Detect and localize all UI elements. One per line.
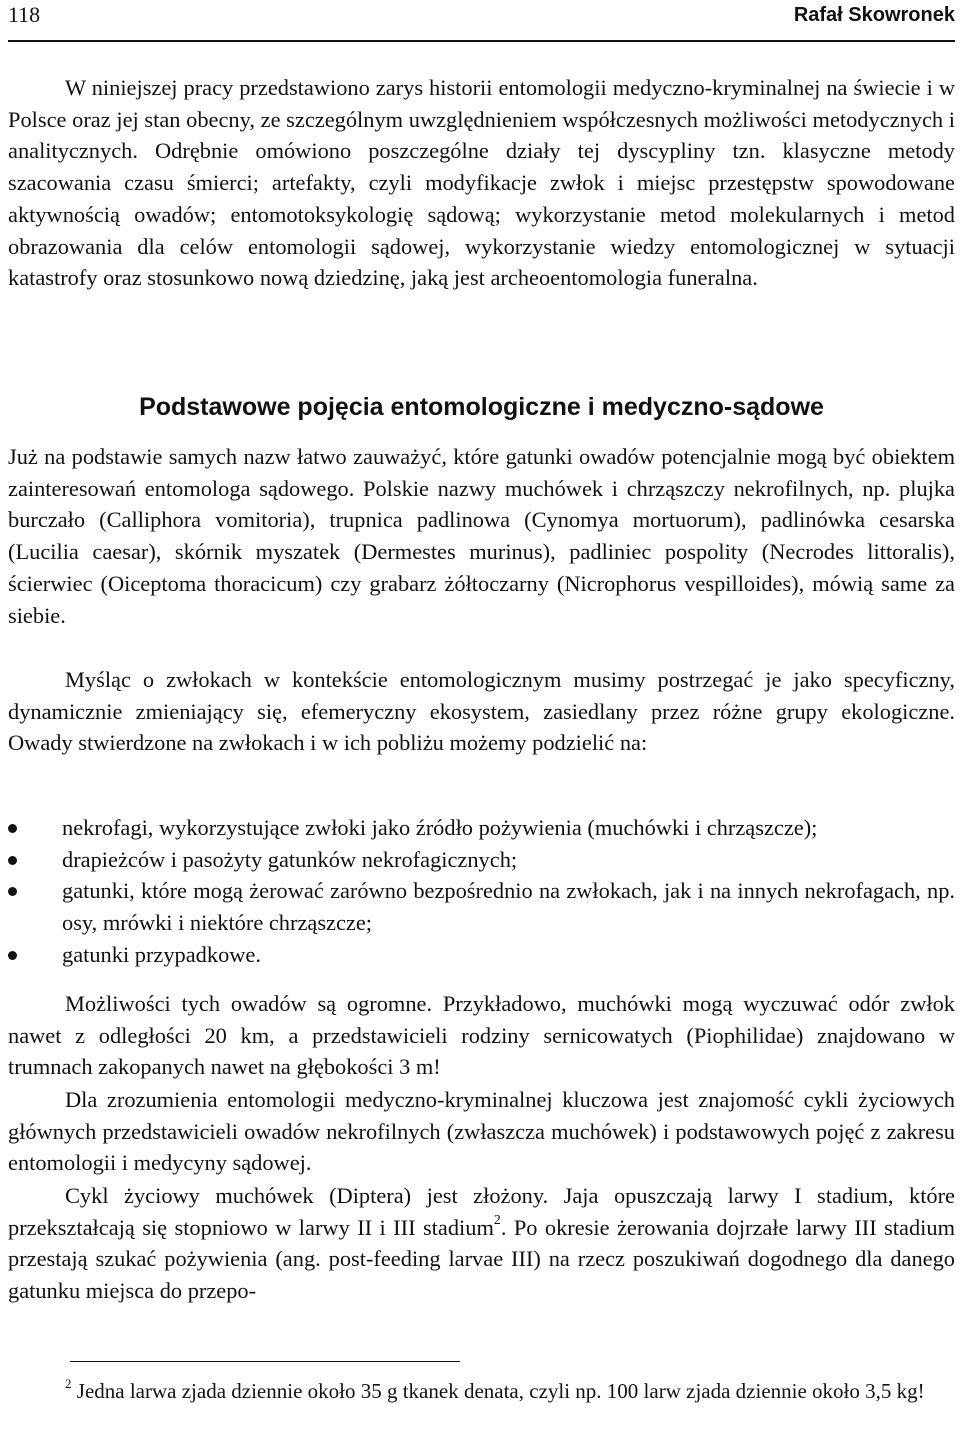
list-item — [8, 844, 955, 876]
list-item-text: nekrofagi, wykorzystujące zwłoki jako źródło pożywienia (muchówki i chrząszcze); — [62, 815, 818, 840]
lifecycle-text-before: Cykl życiowy muchówek (Diptera) jest złożony. Jaja opuszczają larwy I stadium, które przekształcają się stopniowo w larwy II i III stadium — [8, 1183, 955, 1240]
footnote-text: Jedna larwa zjada dziennie około 35 g tkanek denata, czyli np. 100 larw zjada dziennie około 3,5 kg! — [71, 1379, 925, 1403]
lifecycle-text-after: . Po okresie żerowania dojrzałe larwy III stadium przestają szukać pożywienia (ang. post-feeding larvae III) na rzecz poszukiwań dogodnego dla danego gatunku miejsca do przepo- — [8, 1214, 955, 1304]
bullet-icon — [8, 951, 17, 960]
page-number: 118 — [8, 2, 41, 27]
understanding-paragraph: Dla zrozumienia entomologii medyczno-kryminalnej kluczowa jest znajomość cykli życiowych głównych przedstawicieli owadów nekrofilnych (zwłaszcza muchówek) i podstawowych pojęć z zakresu entomologii i medycyny sądowej. — [8, 1087, 955, 1176]
list-item-text: drapieżców i pasożyty gatunków nekrofagicznych; — [62, 846, 518, 872]
running-author: Rafał Skowronek — [793, 4, 955, 26]
section-heading: Podstawowe pojęcia entomologiczne i medyczno-sądowe — [139, 393, 824, 421]
ecosystem-paragraph: Myśląc o zwłokach w kontekście entomologicznym musimy postrzegać je jako specyficzny, dynamicznie zmieniający się, efemeryczny ekosystem, zasiedlany przez różne grupy ekologiczne. Owady stwierdzone na zwłokach i w ich pobliżu możemy podzielić na: — [8, 667, 955, 756]
abstract-paragraph: W niniejszej pracy przedstawiono zarys historii entomologii medyczno-kryminalnej na świecie i w Polsce oraz jej stan obecny, ze szczególnym uwzględnieniem współczesnych możliwości metodycznych i analitycznych. Odrębnie omówiono poszczególne działy tej dyscypliny tzn. klasyczne metody szacowania czasu śmierci; artefakty, czyli modyfikacje zwłok i miejsc przestępstw spowodowane aktywnością owadów; entomotoksykologię sądową; wykorzystanie metod molekularnych i metod obrazowania dla celów entomologii sądowej, wykorzystanie wiedzy entomologicznej w sytuacji katastrofy oraz stosunkowo nową dziedzinę, jaką jest archeoentomologia funeralna. — [8, 75, 955, 291]
list-item-text: gatunki, które mogą żerować zarówno bezpośrednio na zwłokach, jak i na innych nekrofagach, np. osy, mrówki i niektóre chrząszcze; — [62, 878, 955, 936]
intro-paragraph: Już na podstawie samych nazw łatwo zauważyć, które gatunki owadów potencjalnie mogą być obiektem zainteresowań entomologa sądowego. Polskie nazwy muchówek i chrząszczy nekrofilnych, np. plujka burczało (Calliphora vomitoria), trupnica padlinowa (Cynomya mortuorum), padlinówka cesarska (Lucilia caesar), skórnik myszatek (Dermestes murinus), padliniec pospolity (Necrodes littoralis), ścierwiec (Oiceptoma thoracicum) czy grabarz żółtoczarny (Nicrophorus vespilloides), mówią same za siebie. — [8, 444, 955, 628]
running-header — [8, 0, 955, 42]
bullet-icon — [8, 887, 17, 896]
footnote-marker: 2 — [65, 1376, 72, 1392]
list-item — [8, 875, 955, 938]
list-item-text: gatunki przypadkowe. — [62, 941, 261, 967]
list-item — [8, 812, 955, 844]
footnote-separator — [70, 1361, 460, 1362]
footnote — [8, 1376, 955, 1407]
possibilities-paragraph: Możliwości tych owadów są ogromne. Przykładowo, muchówki mogą wyczuwać odór zwłok nawet z odległości 20 km, a przedstawicieli rodziny sernicowatych (Piophilidae) znajdowano w trumnach zakopanych nawet na głębokości 3 m! — [8, 991, 955, 1080]
lifecycle-paragraph — [8, 1180, 955, 1307]
bullet-icon — [8, 856, 17, 865]
list-item — [8, 939, 955, 971]
insect-groups-list — [8, 812, 955, 971]
bullet-icon — [8, 824, 17, 833]
footnote-reference: 2 — [493, 1213, 501, 1229]
